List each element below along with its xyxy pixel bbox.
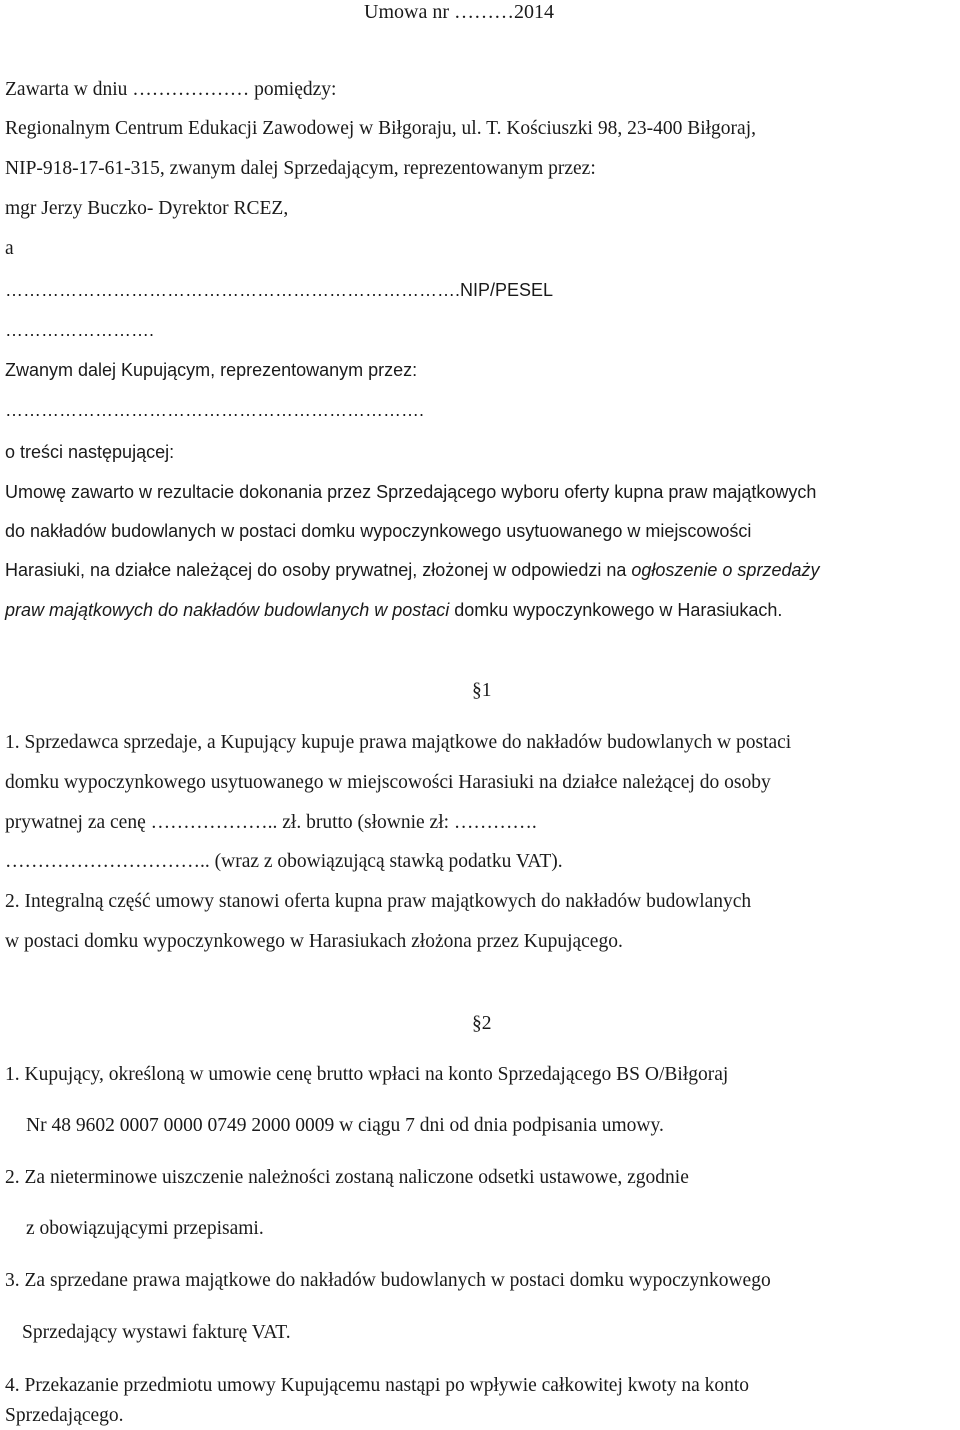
section-1-point-2-line-1: 2. Integralną część umowy stanowi oferta kupna praw majątkowych do nakładów budowlanych [5,891,752,912]
contract-date-line: Zawarta w dniu ……………… pomiędzy: [5,79,337,100]
seller-nip-line: NIP-918-17-61-315, zwanym dalej Sprzedającym, reprezentowanym przez: [5,158,596,179]
buyer-designation-line: Zwanym dalej Kupującym, reprezentowanym przez: [5,360,418,380]
content-intro: o treści następującej: [5,442,175,462]
preamble-line-3 [5,558,819,582]
section-2-point-3-line-1: 3. Za sprzedane prawa majątkowe do nakładów budowlanych w postaci domku wypoczynkowego [5,1270,771,1291]
section-2-point-1-line-1: 1. Kupujący, określoną w umowie cenę brutto wpłaci na konto Sprzedającego BS O/Biłgoraj [5,1064,729,1085]
section-2-point-4-line-1: 4. Przekazanie przedmiotu umowy Kupującemu nastąpi po wpływie całkowitej kwoty na konto [5,1375,750,1396]
seller-address-line: Regionalnym Centrum Edukacji Zawodowej w Biłgoraju, ul. T. Kościuszki 98, 23-400 Biłgoraj, [5,118,756,139]
preamble-line-2: do nakładów budowlanych w postaci domku wypoczynkowego usytuowanego w miejscowości [5,521,752,541]
section-1-price-in-words-line: ………………………….. (wraz z obowiązującą stawką podatku VAT). [5,851,563,872]
preamble-line-3-text: Harasiuki, na działce należącej do osoby prywatnej, złożonej w odpowiedzi na [5,560,632,580]
preamble-line-4-italic: praw majątkowych do nakładów budowlanych w postaci [5,600,450,620]
preamble-line-1: Umowę zawarto w rezultacie dokonania przez Sprzedającego wyboru oferty kupna praw majątkowych [5,482,817,502]
document-title: Umowa nr ………2014 [364,1,554,23]
section-2-heading: §2 [472,1013,492,1034]
section-2-point-3-line-2: Sprzedający wystawi fakturę VAT. [22,1322,291,1343]
section-1-heading: §1 [472,680,492,701]
preamble-line-4-text: domku wypoczynkowego w Harasiukach. [449,600,783,620]
section-1-price-line: prywatnej za cenę ……………….. zł. brutto (słownie zł: …………. [5,812,537,833]
section-2-point-4-line-2: Sprzedającego. [5,1405,124,1426]
buyer-name-placeholder: ………………………………………………………………….NIP/PESEL [5,280,554,300]
section-1-point-2-line-2: w postaci domku wypoczynkowego w Harasiukach złożona przez Kupującego. [5,931,623,952]
seller-representative: mgr Jerzy Buczko- Dyrektor RCEZ, [5,198,289,219]
buyer-representative-placeholder: ……………………………………………………………. [5,400,425,420]
section-1-point-1-line-1: 1. Sprzedawca sprzedaje, a Kupujący kupuje prawa majątkowe do nakładów budowlanych w postaci [5,732,792,753]
buyer-name-placeholder-continued: ……………………. [5,320,155,340]
section-2-point-2-line-1: 2. Za nieterminowe uiszczenie należności zostaną naliczone odsetki ustawowe, zgodnie [5,1167,689,1188]
conjunction-and: a [5,238,14,259]
preamble-line-3-italic: ogłoszenie o sprzedaży [631,560,820,580]
section-2-point-2-line-2: z obowiązującymi przepisami. [26,1218,264,1239]
preamble-line-4 [5,598,782,622]
section-1-point-1-line-2: domku wypoczynkowego usytuowanego w miejscowości Harasiuki na działce należącej do osoby [5,772,771,793]
bank-account-line: Nr 48 9602 0007 0000 0749 2000 0009 w ciągu 7 dni od dnia podpisania umowy. [26,1115,664,1136]
